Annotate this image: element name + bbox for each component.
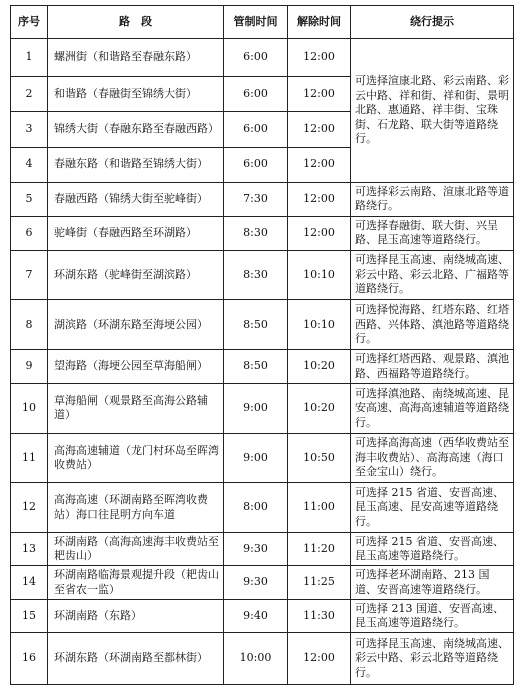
row-no: 7 xyxy=(11,250,48,300)
row-start: 7:30 xyxy=(224,182,288,216)
row-no: 4 xyxy=(11,147,48,182)
row-no: 6 xyxy=(11,216,48,250)
header-road: 路 段 xyxy=(48,6,224,39)
row-start: 9:30 xyxy=(224,532,288,565)
row-end: 11:00 xyxy=(288,483,351,533)
row-no: 15 xyxy=(11,600,48,633)
row-end: 11:25 xyxy=(288,566,351,600)
row-end: 11:30 xyxy=(288,600,351,633)
row-no: 11 xyxy=(11,433,48,483)
table-row xyxy=(11,39,514,77)
row-start: 9:40 xyxy=(224,600,288,633)
row-start: 8:50 xyxy=(224,350,288,384)
row-start: 8:30 xyxy=(224,216,288,250)
row-start: 9:30 xyxy=(224,566,288,600)
row-end: 11:20 xyxy=(288,532,351,565)
row-end: 12:00 xyxy=(288,112,351,147)
row-road: 湖滨路（环湖东路至海埂公园） xyxy=(48,300,224,350)
row-start: 8:30 xyxy=(224,250,288,300)
header-start: 管制时间 xyxy=(224,6,288,39)
header-no: 序号 xyxy=(11,6,48,39)
row-end: 12:00 xyxy=(288,77,351,112)
row-start: 6:00 xyxy=(224,39,288,77)
row-no: 8 xyxy=(11,300,48,350)
row-road: 环湖南路（东路） xyxy=(48,600,224,633)
row-no: 12 xyxy=(11,483,48,533)
row-road: 望海路（海埂公园至草海船闸） xyxy=(48,350,224,384)
row-road: 环湖南路（高海高速海丰收费站至耙齿山） xyxy=(48,532,224,565)
row-start: 8:50 xyxy=(224,300,288,350)
row-road: 环湖东路（驼峰街至湖滨路） xyxy=(48,250,224,300)
row-road: 和谐路（春融街至锦绣大街） xyxy=(48,77,224,112)
row-end: 10:50 xyxy=(288,433,351,483)
row-no: 9 xyxy=(11,350,48,384)
row-detour: 可选择 215 省道、安晋高速、昆玉高速、昆安高速等道路绕行。 xyxy=(351,483,514,533)
row-no: 13 xyxy=(11,532,48,565)
table-row xyxy=(11,300,514,350)
table-row xyxy=(11,433,514,483)
row-start: 10:00 xyxy=(224,633,288,685)
row-detour: 可选择渲康北路、彩云南路、彩云中路、祥和街、祥和街、景明北路、惠通路、祥丰街、宝珠街、石龙路、联大街等道路绕行。 xyxy=(351,39,514,183)
row-detour: 可选择昆玉高速、南绕城高速、彩云中路、彩云北路等道路绕行。 xyxy=(351,633,514,685)
row-detour: 可选择彩云南路、渲康北路等道路绕行。 xyxy=(351,182,514,216)
table-row xyxy=(11,566,514,600)
row-road: 驼峰街（春融西路至环湖路） xyxy=(48,216,224,250)
row-start: 6:00 xyxy=(224,77,288,112)
table-row xyxy=(11,633,514,685)
row-detour: 可选择悦海路、红塔东路、红塔西路、兴体路、滇池路等道路绕行。 xyxy=(351,300,514,350)
row-no: 1 xyxy=(11,39,48,77)
row-road: 春融东路（和谐路至锦绣大街） xyxy=(48,147,224,182)
row-end: 12:00 xyxy=(288,216,351,250)
row-detour: 可选择 215 省道、安晋高速、昆玉高速等道路绕行。 xyxy=(351,532,514,565)
header-row xyxy=(11,6,514,39)
row-start: 6:00 xyxy=(224,112,288,147)
row-detour: 可选择滇池路、南绕城高速、昆安高速、高海高速辅道等道路绕行。 xyxy=(351,384,514,434)
row-detour: 可选择 213 国道、安晋高速、昆玉高速等道路绕行。 xyxy=(351,600,514,633)
row-detour: 可选择高海高速（西华收费站至海丰收费站）、高海高速（海口至金宝山）绕行。 xyxy=(351,433,514,483)
table-row xyxy=(11,600,514,633)
header-end: 解除时间 xyxy=(288,6,351,39)
row-start: 8:00 xyxy=(224,483,288,533)
row-end: 10:20 xyxy=(288,350,351,384)
row-detour: 可选择红塔西路、观景路、滇池路、西福路等道路绕行。 xyxy=(351,350,514,384)
row-start: 6:00 xyxy=(224,147,288,182)
row-road: 春融西路（锦绣大街至驼峰街） xyxy=(48,182,224,216)
row-no: 14 xyxy=(11,566,48,600)
table-row xyxy=(11,483,514,533)
row-detour: 可选择春融街、联大街、兴呈路、昆玉高速等道路绕行。 xyxy=(351,216,514,250)
row-start: 9:00 xyxy=(224,433,288,483)
table-row xyxy=(11,384,514,434)
row-road: 高海高速（环湖南路至晖湾收费站）海口往昆明方向车道 xyxy=(48,483,224,533)
row-start: 9:00 xyxy=(224,384,288,434)
table-row xyxy=(11,216,514,250)
row-road: 螺洲街（和谐路至春融东路） xyxy=(48,39,224,77)
table-row xyxy=(11,250,514,300)
row-end: 12:00 xyxy=(288,182,351,216)
table-row xyxy=(11,350,514,384)
row-road: 草海船闸（观景路至高海公路辅道） xyxy=(48,384,224,434)
row-no: 3 xyxy=(11,112,48,147)
row-no: 2 xyxy=(11,77,48,112)
row-road: 环湖东路（环湖南路至都林街） xyxy=(48,633,224,685)
table-row xyxy=(11,532,514,565)
table-row xyxy=(11,182,514,216)
row-end: 12:00 xyxy=(288,633,351,685)
row-no: 5 xyxy=(11,182,48,216)
road-closure-table xyxy=(10,5,514,685)
row-end: 10:10 xyxy=(288,300,351,350)
row-detour: 可选择昆玉高速、南绕城高速、彩云中路、彩云北路、广福路等道路绕行。 xyxy=(351,250,514,300)
row-end: 12:00 xyxy=(288,39,351,77)
header-detour: 绕行提示 xyxy=(351,6,514,39)
row-end: 10:10 xyxy=(288,250,351,300)
row-end: 10:20 xyxy=(288,384,351,434)
row-road: 环湖南路临海景观提升段（耙齿山至省农一监） xyxy=(48,566,224,600)
row-road: 高海高速辅道（龙门村环岛至晖湾收费站） xyxy=(48,433,224,483)
row-no: 10 xyxy=(11,384,48,434)
row-no: 16 xyxy=(11,633,48,685)
row-detour: 可选择老环湖南路、213 国道、安晋高速等道路绕行。 xyxy=(351,566,514,600)
row-end: 12:00 xyxy=(288,147,351,182)
row-road: 锦绣大街（春融东路至春融西路） xyxy=(48,112,224,147)
